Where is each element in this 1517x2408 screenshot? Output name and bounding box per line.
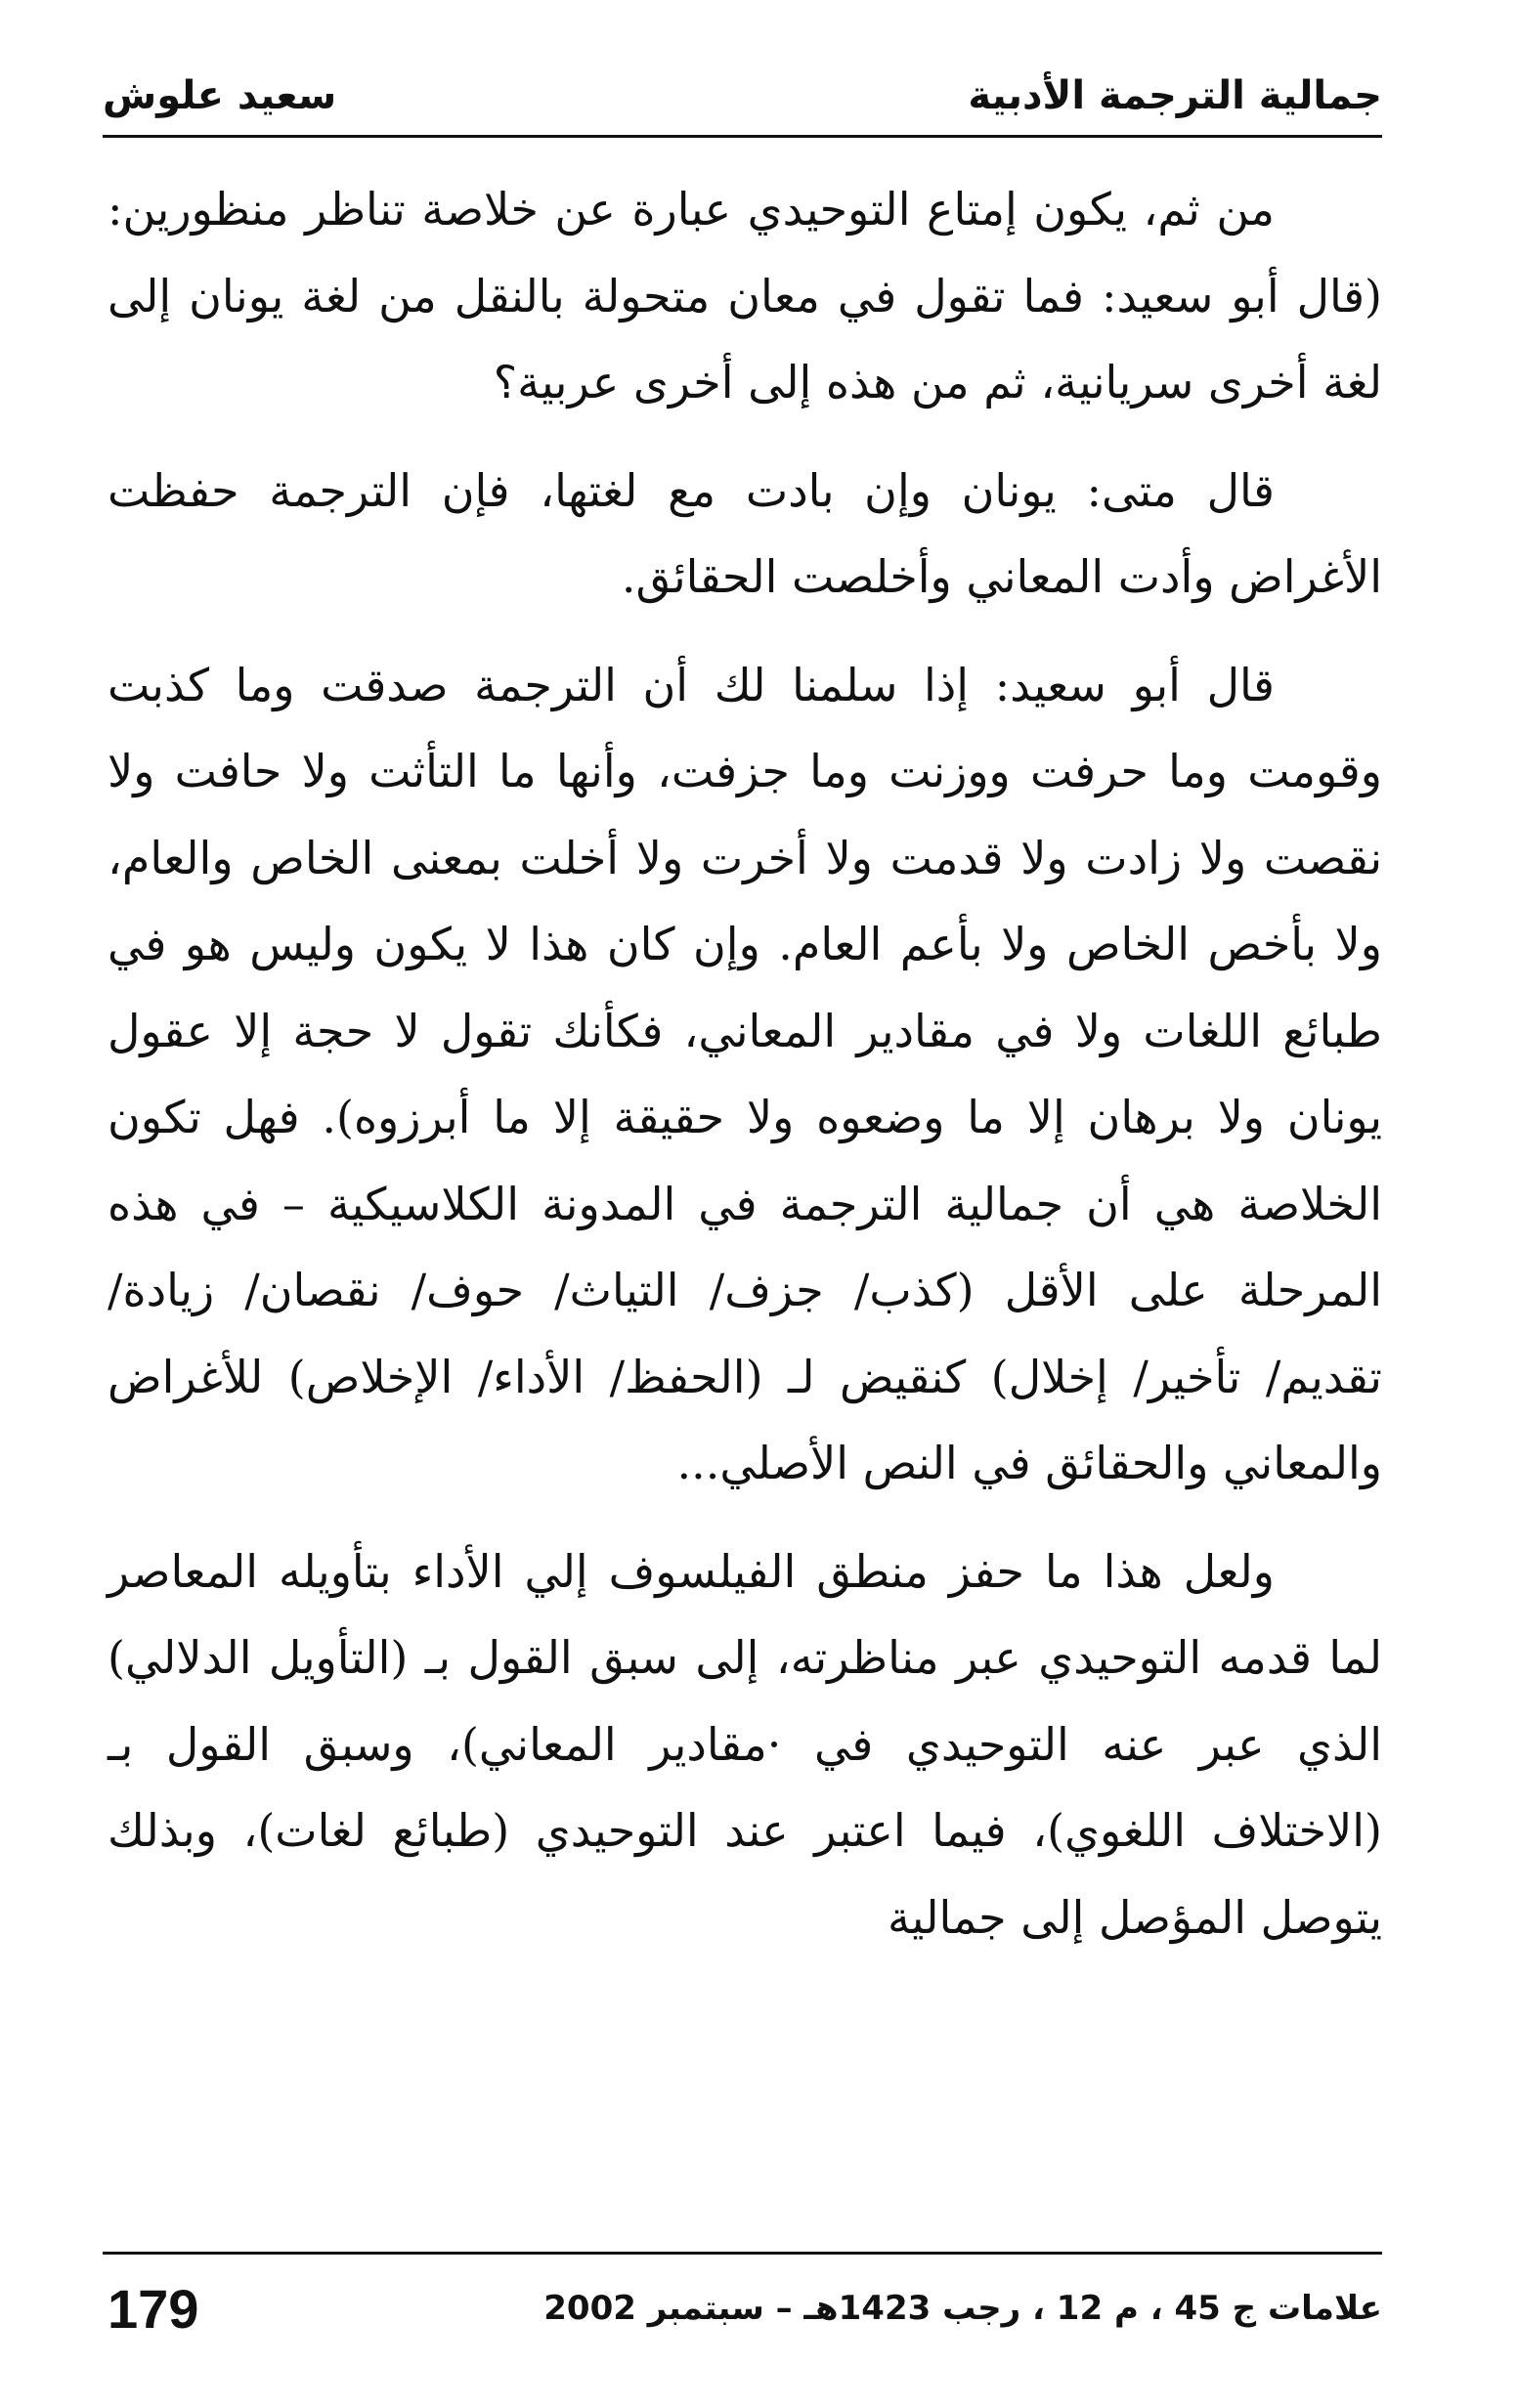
paragraph-4: ولعل هذا ما حفز منطق الفيلسوف إلي الأداء بتأويله المعاصر لما قدمه التوحيدي عبر مناظرته، إلى سبق القول بـ (التأويل الدلالي) الذي عبر عنه التوحيدي في ·مقادير المعاني)، وسبق القول بـ (الاختلاف اللغوي)، فيما اعتبر عند التوحيدي (طبائع لغات)، وبذلك يتوصل المؤصل إلى جمالية	[108, 1544, 1382, 1944]
running-footer	[108, 2259, 1382, 2357]
book-title: جمالية الترجمة الأدبية	[968, 73, 1382, 118]
body-text	[108, 166, 1382, 1982]
journal-info: علامات ج 45 ، م 12 ، رجب 1423هـ – سبتمبر 2002	[543, 2289, 1382, 2328]
author-name: سعيد علوش	[103, 73, 337, 118]
running-header	[103, 59, 1382, 133]
paragraph-2: قال متى: يونان وإن بادت مع لغتها، فإن الترجمة حفظت الأغراض وأدت المعاني وأخلصت الحقائق.	[108, 463, 1382, 603]
page-number: 179	[108, 2277, 199, 2340]
header-rule	[103, 135, 1382, 138]
paragraph-1: من ثم، يكون إمتاع التوحيدي عبارة عن خلاصة تناظر منظورين: (قال أبو سعيد: فما تقول في معان متحولة بالنقل من لغة يونان إلى لغة أخرى سريانية، ثم من هذه إلى أخرى عربية؟	[108, 183, 1382, 408]
footer-rule	[103, 2252, 1382, 2255]
paragraph-3: قال أبو سعيد: إذا سلمنا لك أن الترجمة صدقت وما كذبت وقومت وما حرفت ووزنت وما جزفت، وأنها ما التأثت ولا حافت ولا نقصت ولا زادت ولا قدمت ولا أخرت ولا أخلت بمعنى الخاص والعام، ولا بأخص الخاص ولا بأعم العام. وإن كان هذا لا يكون وليس هو في طبائع اللغات ولا في مقادير المعاني، فكأنك تقول لا حجة إلا عقول يونان ولا برهان إلا ما وضعوه ولا حقيقة إلا ما أبرزوه). فهل تكون الخلاصة هي أن جمالية الترجمة في المدونة الكلاسيكية – في هذه المرحلة على الأقل (كذب/ جزف/ التياث/ حوف/ نقصان/ زيادة/ تقديم/ تأخير/ إخلال) كنقيض لـ (الحفظ/ الأداء/ الإخلاص) للأغراض والمعاني والحقائق في النص الأصلي...	[108, 658, 1382, 1489]
